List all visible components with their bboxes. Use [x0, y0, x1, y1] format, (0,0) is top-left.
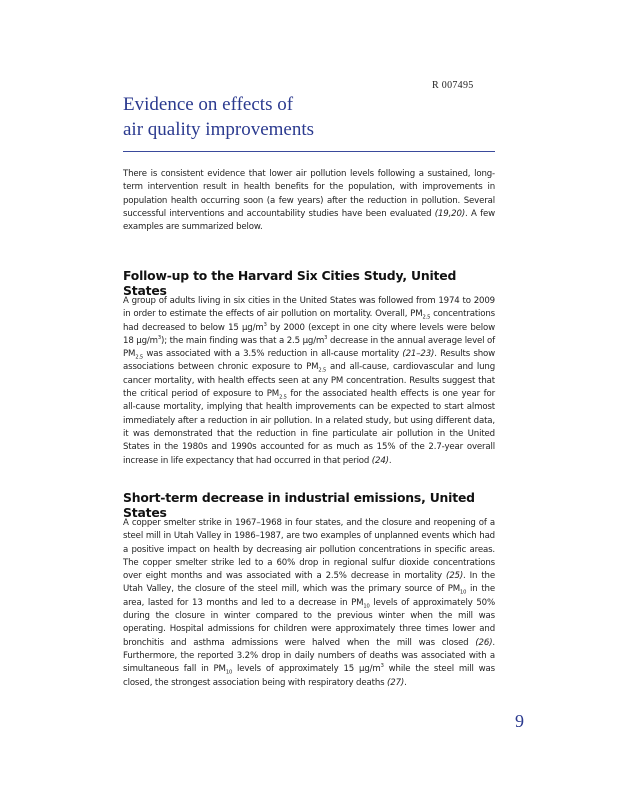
body-text: for the associated health effects is one year for all-cause mortality, implying that health improvements can be expected to start almost immediately after a reduction in air pollution. In a related study, but using different data, it was demonstrated that the reduction in fine particulate air pollution in the United States in the 1980s and 1990s accounted for as much as 15% of the 2.7-year overall increase in life expectancy that had occurred in that period [123, 389, 495, 466]
body-text: was associated with a 3.5% reduction in all-cause mortality [143, 349, 403, 360]
superscript: 3 [157, 335, 161, 342]
body-text: concentrations had decreased to below 15 µg/m [123, 309, 496, 333]
body-text: and all-cause, cardiovascular and lung cancer mortality, with health effects seen at any PM concentration. Results suggest that the critical period of exposure to PM [123, 362, 496, 400]
six-cities-paragraph [123, 295, 495, 468]
body-text: A copper smelter strike in 1967–1968 in four states, and the closure and reopening of a steel mill in Utah Valley in 1986–1987, are two examples of unplanned events which had a positive impact on health by decreasing air pollution concentrations in specific areas. The copper smelter strike led to a 60% drop in regional sulfur dioxide concentrations over eight months and was associated with a 2.5% decrease in mortality [123, 518, 495, 582]
citation: (19,20) [434, 208, 466, 219]
body-text: levels of approximately 50% during the closure in winter compared to the previous winter when the mill was operating. Hospital admissions for children were approximately three times lower and bronchitis and asthma admissions were halved when the mill was closed [123, 597, 495, 648]
subscript: 2.5 [279, 394, 287, 401]
page-number: 9 [515, 711, 524, 731]
body-text: in the area, lasted for 13 months and led to a decrease in PM [123, 584, 495, 608]
subscript: 2.5 [135, 354, 144, 361]
page-title [123, 92, 483, 142]
industrial-emissions-paragraph [123, 517, 495, 690]
superscript: 3 [324, 335, 328, 342]
title-line-2: air quality improvements [123, 119, 315, 140]
section-heading-six-cities: Follow-up to the Harvard Six Cities Study, United States [123, 268, 457, 298]
body-text: . Results show associations between chronic exposure to PM [123, 349, 495, 373]
intro-paragraph [123, 168, 495, 234]
citation: (24) [371, 455, 389, 466]
citation: (25) [446, 571, 464, 582]
body-text: decrease in the annual average level of PM [123, 335, 495, 360]
intro-text: . A few examples are summarized below. [123, 208, 495, 233]
section-heading-industrial-emissions: Short-term decrease in industrial emissions, United States [123, 490, 475, 520]
superscript: 3 [263, 321, 267, 328]
subscript: 10 [225, 669, 233, 676]
body-text: ); the main finding was that a 2.5 µg/m [161, 335, 325, 346]
citation: (26) [475, 637, 493, 648]
subscript: 2.5 [422, 315, 431, 322]
document-reference-code: R 007495 [432, 80, 474, 91]
body-text: A group of adults living in six cities in the United States was followed from 1974 to 2009 in order to estimate the effects of air pollution on mortality. Overall, PM [123, 296, 495, 320]
body-text: while the steel mill was closed, the strongest association being with respiratory deaths [123, 664, 495, 688]
body-text: . Furthermore, the reported 3.2% drop in daily numbers of deaths was associated with a simultaneous fall in PM [123, 637, 495, 675]
superscript: 3 [380, 663, 384, 670]
subscript: 10 [460, 590, 467, 597]
title-line-1: Evidence on effects of [123, 94, 294, 115]
citation: (21–23) [402, 349, 435, 360]
citation: (27) [387, 677, 405, 688]
body-text: by 2000 (except in one city where levels were below 18 µg/m [123, 322, 495, 346]
subscript: 10 [363, 603, 370, 610]
body-text: . In the Utah Valley, the closure of the steel mill, which was the primary source of PM [123, 571, 495, 595]
body-text: . [404, 677, 407, 688]
subscript: 2.5 [318, 368, 327, 375]
body-text: levels of approximately 15 µg/m [232, 664, 381, 675]
body-text: . [388, 455, 392, 466]
intro-text: There is consistent evidence that lower air pollution levels following a sustained, long-term intervention result in health benefits for the population, with improvements in population health occurring soon (a few years) after the reduction in pollution. Several successful interventions and accountability studies have been evaluated [123, 169, 495, 219]
title-divider [123, 151, 495, 152]
